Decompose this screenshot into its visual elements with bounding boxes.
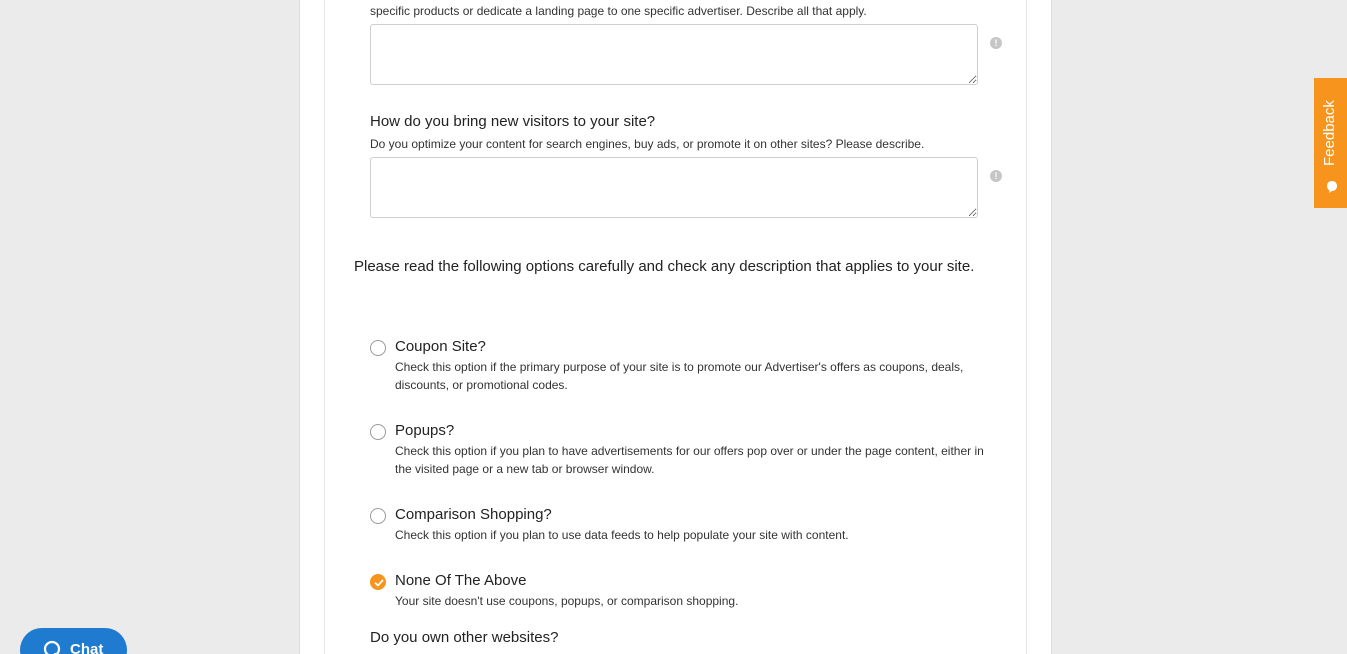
option-none-of-the-above[interactable]	[370, 572, 990, 612]
chat-bubble-icon	[42, 640, 62, 654]
option-title[interactable]: Coupon Site?	[395, 338, 486, 355]
comparison-shopping-radio[interactable]	[370, 508, 386, 524]
feedback-label[interactable]: Feedback	[1321, 100, 1338, 166]
option-coupon-site[interactable]	[370, 338, 990, 394]
option-comparison-shopping[interactable]	[370, 506, 990, 546]
option-title[interactable]: Comparison Shopping?	[395, 506, 552, 523]
visitors-help-text: Do you optimize your content for search engines, buy ads, or promote it on other sites? Please describe.	[370, 137, 925, 151]
form-card	[324, 0, 1027, 654]
coupon-site-radio[interactable]	[370, 340, 386, 356]
options-heading: Please read the following options carefully and check any description that applies to your site.	[354, 258, 975, 275]
prev-question-textarea[interactable]	[370, 24, 978, 85]
info-icon[interactable]: !	[990, 37, 1002, 49]
option-description: Check this option if the primary purpose of your site is to promote our Advertiser's offers as coupons, deals, discounts, or promotional codes.	[395, 360, 964, 392]
visitors-question-label: How do you bring new visitors to your site?	[370, 113, 656, 130]
option-description: Check this option if you plan to use data feeds to help populate your site with content.	[395, 528, 849, 542]
option-title[interactable]: None Of The Above	[395, 572, 527, 589]
info-icon[interactable]: !	[990, 170, 1002, 182]
speech-bubble-icon	[1326, 180, 1338, 194]
option-title[interactable]: Popups?	[395, 422, 455, 439]
checkmark-icon	[374, 578, 384, 588]
chat-label[interactable]: Chat	[70, 641, 104, 654]
popups-radio[interactable]	[370, 424, 386, 440]
option-description: Check this option if you plan to have advertisements for our offers pop over or under the page content, either in the visited page or a new tab or browser window.	[395, 444, 984, 476]
visitors-textarea[interactable]	[370, 157, 978, 218]
option-popups[interactable]	[370, 422, 990, 478]
prev-question-help-text: specific products or dedicate a landing page to one specific advertiser. Describe all that apply.	[370, 4, 867, 18]
other-websites-question-label: Do you own other websites?	[370, 629, 559, 646]
chat-button[interactable]	[20, 628, 127, 654]
none-of-the-above-radio[interactable]	[370, 574, 386, 590]
option-description: Your site doesn't use coupons, popups, or comparison shopping.	[395, 594, 739, 608]
feedback-tab[interactable]	[1314, 78, 1347, 208]
